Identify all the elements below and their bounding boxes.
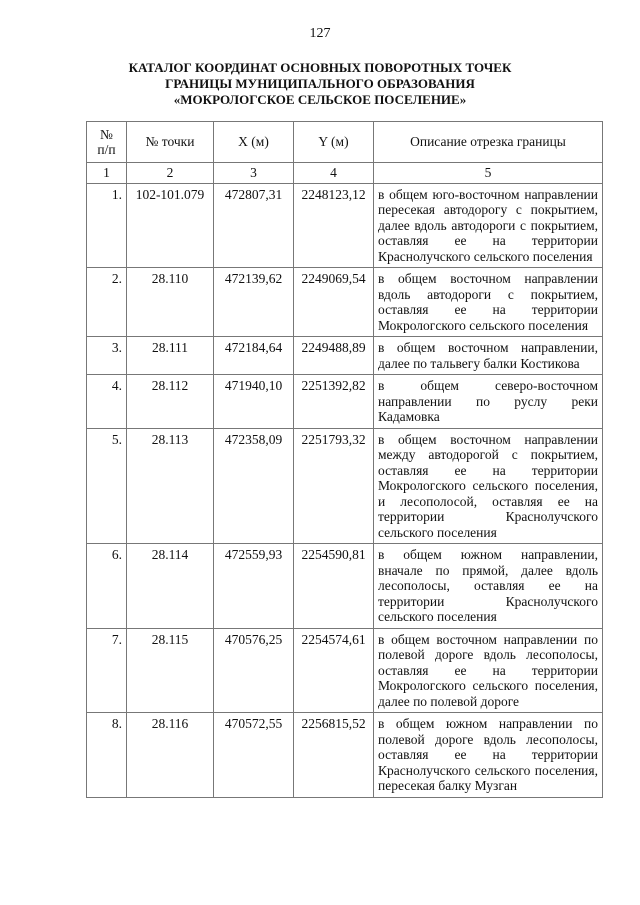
row-number: 7. — [87, 628, 127, 713]
y-coordinate: 2249069,54 — [294, 268, 374, 337]
column-number: 5 — [374, 163, 603, 184]
y-coordinate: 2254590,81 — [294, 544, 374, 629]
x-coordinate: 472358,09 — [214, 428, 294, 544]
title-line-2: ГРАНИЦЫ МУНИЦИПАЛЬНОГО ОБРАЗОВАНИЯ — [165, 76, 475, 91]
y-coordinate: 2251793,32 — [294, 428, 374, 544]
page-number: 127 — [309, 26, 331, 41]
x-coordinate: 472807,31 — [214, 183, 294, 268]
column-numbers-row — [87, 163, 603, 184]
x-coordinate: 472139,62 — [214, 268, 294, 337]
row-number: 8. — [87, 713, 127, 798]
row-number: 3. — [87, 337, 127, 375]
segment-description: в общем восточном направлении по полевой дороге вдоль лесополосы, оставляя ее на территории Мокрологского сельского поселения, далее по полевой дороге — [374, 628, 603, 713]
header-number-line-1: № — [100, 126, 113, 142]
point-id: 28.116 — [127, 713, 214, 798]
header-x: X (м) — [214, 122, 294, 163]
segment-description: в общем южном направлении по полевой дороге вдоль лесополосы, оставляя ее на территории Краснолучского сельского поселения, пересекая балку Музган — [374, 713, 603, 798]
header-description: Описание отрезка границы — [374, 122, 603, 163]
y-coordinate: 2249488,89 — [294, 337, 374, 375]
row-number: 1. — [87, 183, 127, 268]
point-id: 28.112 — [127, 375, 214, 429]
coordinates-table — [86, 121, 603, 798]
x-coordinate: 470576,25 — [214, 628, 294, 713]
table-row — [87, 268, 603, 337]
header-number — [87, 122, 127, 163]
point-id: 28.113 — [127, 428, 214, 544]
header-point: № точки — [127, 122, 214, 163]
y-coordinate: 2254574,61 — [294, 628, 374, 713]
y-coordinate: 2251392,82 — [294, 375, 374, 429]
segment-description: в общем юго-восточном направлении пересекая автодорогу с покрытием, далее вдоль автодороги с покрытием, оставляя ее на территории Краснолучского сельского поселения — [374, 183, 603, 268]
row-number: 2. — [87, 268, 127, 337]
table-row — [87, 713, 603, 798]
y-coordinate: 2248123,12 — [294, 183, 374, 268]
table-header-row — [87, 122, 603, 163]
column-number: 1 — [87, 163, 127, 184]
row-number: 5. — [87, 428, 127, 544]
segment-description: в общем восточном направлении вдоль автодороги с покрытием, оставляя ее на территории Мокрологского сельского поселения — [374, 268, 603, 337]
title-line-3: «МОКРОЛОГСКОЕ СЕЛЬСКОЕ ПОСЕЛЕНИЕ» — [173, 92, 467, 107]
point-id: 28.111 — [127, 337, 214, 375]
y-coordinate: 2256815,52 — [294, 713, 374, 798]
row-number: 6. — [87, 544, 127, 629]
table-row — [87, 628, 603, 713]
title-line-1: КАТАЛОГ КООРДИНАТ ОСНОВНЫХ ПОВОРОТНЫХ ТОЧЕК — [128, 60, 512, 75]
point-id: 28.115 — [127, 628, 214, 713]
table-row — [87, 337, 603, 375]
header-y: Y (м) — [294, 122, 374, 163]
column-number: 4 — [294, 163, 374, 184]
segment-description: в общем южном направлении, вначале по прямой, далее вдоль лесополосы, оставляя ее на территории Краснолучского сельского поселения — [374, 544, 603, 629]
table-row — [87, 544, 603, 629]
x-coordinate: 471940,10 — [214, 375, 294, 429]
table-row — [87, 375, 603, 429]
row-number: 4. — [87, 375, 127, 429]
table-row — [87, 183, 603, 268]
point-id: 28.110 — [127, 268, 214, 337]
x-coordinate: 470572,55 — [214, 713, 294, 798]
segment-description: в общем восточном направлении между автодорогой с покрытием, оставляя ее на территории Мокрологского сельского поселения, и лесополосой, оставляя ее на территории Краснолучского сельского поселения — [374, 428, 603, 544]
table-body — [87, 183, 603, 797]
document-title — [0, 60, 640, 108]
column-number: 2 — [127, 163, 214, 184]
table-row — [87, 428, 603, 544]
segment-description: в общем восточном направлении, далее по тальвегу балки Костикова — [374, 337, 603, 375]
segment-description: в общем северо-восточном направлении по руслу реки Кадамовка — [374, 375, 603, 429]
x-coordinate: 472184,64 — [214, 337, 294, 375]
x-coordinate: 472559,93 — [214, 544, 294, 629]
point-id: 28.114 — [127, 544, 214, 629]
header-number-line-2: п/п — [97, 142, 116, 157]
point-id: 102-101.079 — [127, 183, 214, 268]
column-number: 3 — [214, 163, 294, 184]
